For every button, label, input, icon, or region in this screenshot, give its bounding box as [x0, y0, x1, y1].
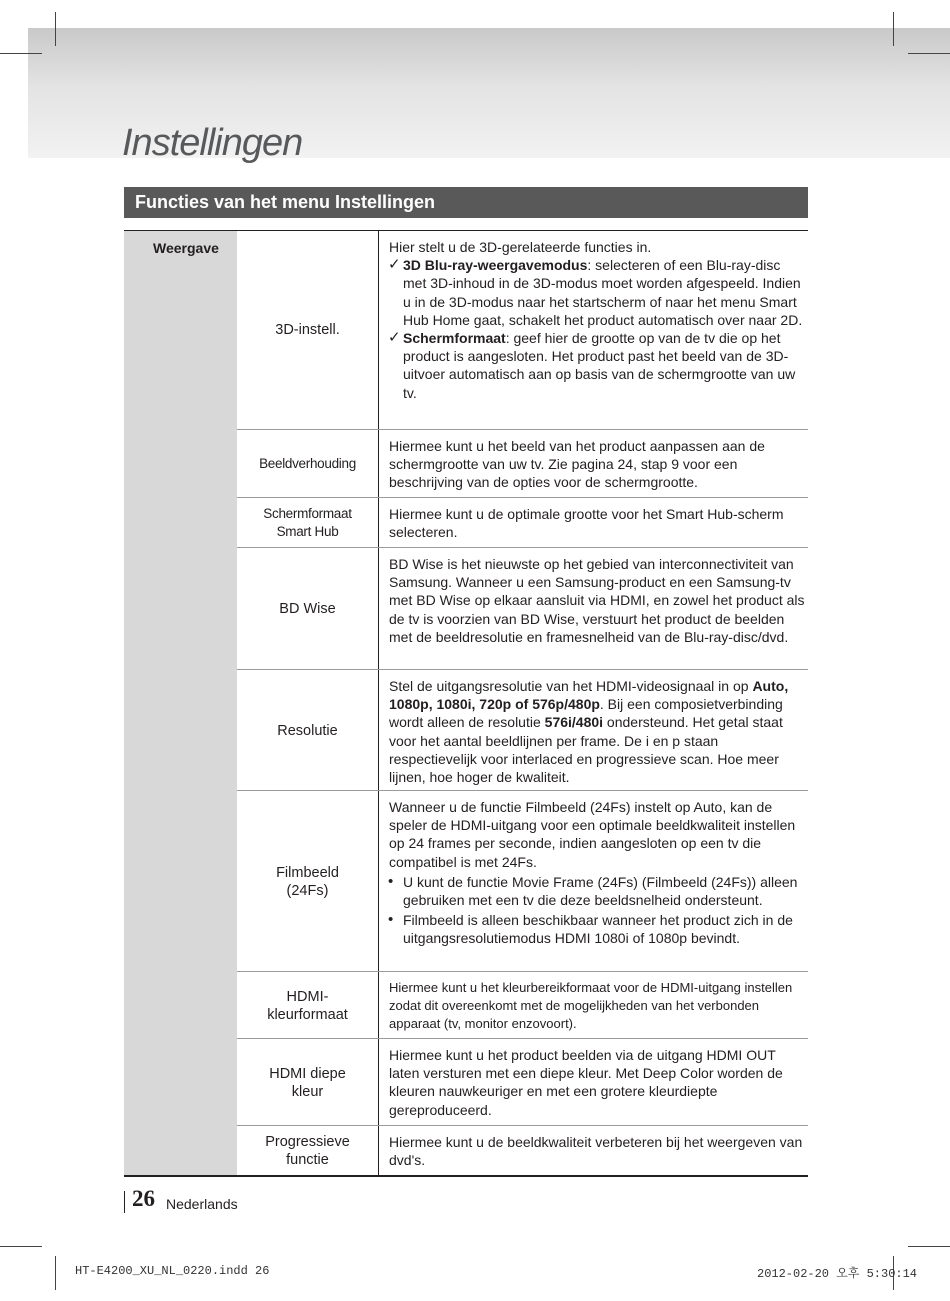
bullet-icon: •: [388, 872, 394, 890]
table-row: [237, 669, 808, 791]
crop-mark: [893, 12, 894, 46]
item-text: Filmbeeld is alleen beschikbaar wanneer het product zich in de uitgangsresolutiemodus HDMI 1080i of 1080p bevindt.: [403, 912, 793, 947]
row-name-line: Smart Hub: [276, 524, 339, 539]
section-title: Functies van het menu Instellingen: [124, 187, 808, 218]
item-text: U kunt de functie Movie Frame (24Fs) (Filmbeeld (24Fs)) alleen gebruiken met een tv die deze beeldsnelheid ondersteunt.: [403, 873, 798, 909]
item-text: : geef hier de grootte op van de tv die op het product is aangesloten. Het product past het beeld van de 3D-uitvoer automatisch aan op basis van de schermgrootte van uw tv.: [403, 330, 796, 401]
row-description: [389, 1133, 807, 1169]
footer-date-info: 2012-02-20 오후 5:30:14: [757, 1267, 918, 1281]
row-intro: Hier stelt u de 3D-gerelateerde functies in.: [389, 239, 652, 255]
row-name-line: HDMI diepe: [269, 1065, 346, 1082]
row-intro: BD Wise is het nieuwste op het gebied van interconnectiviteit van Samsung. Wanneer u een Samsung-product en een Samsung-tv met BD Wise op elkaar aansluit via HDMI, en zowel het product als de tv is voorzien van BD Wise, verstuurt het product de beelden met de beeldresolutie en framesnelheid van de Blu-ray-disc/dvd.: [389, 556, 805, 645]
list-item: [389, 873, 807, 909]
list-item: [389, 329, 807, 402]
row-name-line: Schermformaat: [263, 506, 352, 521]
item-term: 3D Blu-ray-weergavemodus: [403, 257, 588, 274]
table-row: [237, 231, 808, 429]
category-column: [124, 231, 237, 1176]
bold-segment: Auto, 1080p, 1080i, 720p of 576p/480p: [389, 678, 789, 713]
row-intro: Hiermee kunt u het product beelden via de uitgang HDMI OUT laten versturen met een diepe kleur. Met Deep Color worden de kleuren nauwkeuriger en met een grotere kleurdiepte gereproduceerd.: [389, 1047, 783, 1118]
row-intro: Hiermee kunt u de optimale grootte voor het Smart Hub-scherm selecteren.: [389, 506, 784, 541]
row-name-line: HDMI-: [286, 988, 329, 1005]
list-item: [389, 256, 807, 329]
table-row: [237, 429, 808, 498]
row-name: 3D-instell.: [275, 322, 340, 338]
row-name: [237, 498, 378, 548]
bullet-icon: •: [388, 911, 394, 929]
row-name: Resolutie: [277, 722, 338, 739]
crop-mark: [55, 12, 56, 46]
row-intro: Wanneer u de functie Filmbeeld (24Fs) instelt op Auto, kan de speler de HDMI-uitgang voor een optimale beeldkwaliteit instellen op 24 frames per seconde, indien aangesloten op een tv die compatibel is met 24Fs.: [389, 799, 796, 870]
crop-mark: [908, 1246, 950, 1247]
row-name: [237, 791, 378, 972]
row-intro: Hiermee kunt u de beeldkwaliteit verbeteren bij het weergeven van dvd's.: [389, 1134, 803, 1169]
text-segment: Stel de uitgangsresolutie van het HDMI-videosignaal in op: [389, 678, 753, 694]
crop-mark: [0, 1246, 42, 1247]
row-description: [389, 979, 807, 1034]
table-row: [237, 1125, 808, 1176]
check-icon: ✓: [388, 256, 401, 274]
row-description: [389, 437, 807, 492]
item-term: Schermformaat: [403, 330, 506, 347]
page-number-divider: [124, 1191, 125, 1213]
table-row: [237, 497, 808, 548]
row-description: [389, 677, 807, 786]
list-item: [389, 911, 807, 947]
text-segment: ondersteund. Het getal staat voor het aantal beeldlijnen per frame. De i en p staan respectievelijk voor interlaced en progressieve scan. Hoe meer lijnen, hoe hoger de kwaliteit.: [389, 714, 783, 786]
table-row: [237, 971, 808, 1039]
page-number: 26: [132, 1186, 155, 1211]
item-text: : selecteren of een Blu-ray-disc met 3D-inhoud in de 3D-modus moet worden afgespeeld. Indien u in de 3D-modus naar het startscherm of naar het menu Smart Hub Home gaat, schakelt het product automatisch over naar 2D.: [403, 257, 803, 328]
row-name: [237, 1126, 378, 1176]
row-description: [389, 1046, 807, 1119]
table-bottom-rule: [124, 1175, 808, 1177]
row-name: [237, 1039, 378, 1126]
row-description: [389, 238, 807, 402]
row-intro: Hiermee kunt u het kleurbereikformaat voor de HDMI-uitgang instellen zodat dit overeenkomt met de mogelijkheden van het verbonden apparaat (tv, monitor enzovoort).: [389, 980, 793, 1032]
row-intro: Hiermee kunt u het beeld van het product aanpassen aan de schermgrootte van uw tv. Zie pagina 24, stap 9 voor een beschrijving van de opties voor de schermgrootte.: [389, 438, 765, 491]
page-language: Nederlands: [166, 1196, 238, 1212]
crop-mark: [0, 53, 42, 54]
table-row: [237, 1038, 808, 1126]
row-name: Beeldverhouding: [259, 456, 356, 471]
row-name-line: (24Fs): [286, 882, 329, 899]
row-name-line: Progressieve: [265, 1134, 350, 1150]
crop-mark: [908, 53, 950, 54]
check-icon: ✓: [388, 329, 401, 347]
row-description: [389, 555, 807, 646]
table-row: [237, 790, 808, 972]
row-name-line: kleurformaat: [267, 1006, 348, 1023]
page-title: Instellingen: [122, 122, 303, 164]
row-name-line: Filmbeeld: [276, 864, 339, 881]
category-label: Weergave: [153, 240, 219, 256]
table-row: [237, 547, 808, 670]
crop-mark: [55, 1256, 56, 1290]
footer-file-info: HT-E4200_XU_NL_0220.indd 26: [75, 1264, 270, 1278]
row-description: [389, 505, 807, 541]
bold-segment: 576i/480i: [544, 714, 604, 731]
row-name: BD Wise: [279, 601, 336, 617]
row-name-line: functie: [286, 1152, 329, 1168]
row-intro: [389, 677, 807, 786]
row-name-line: kleur: [291, 1083, 324, 1100]
row-name: [237, 972, 378, 1039]
row-description: [389, 798, 807, 948]
text-segment: . Bij een composietverbinding wordt alleen de resolutie: [389, 696, 783, 731]
